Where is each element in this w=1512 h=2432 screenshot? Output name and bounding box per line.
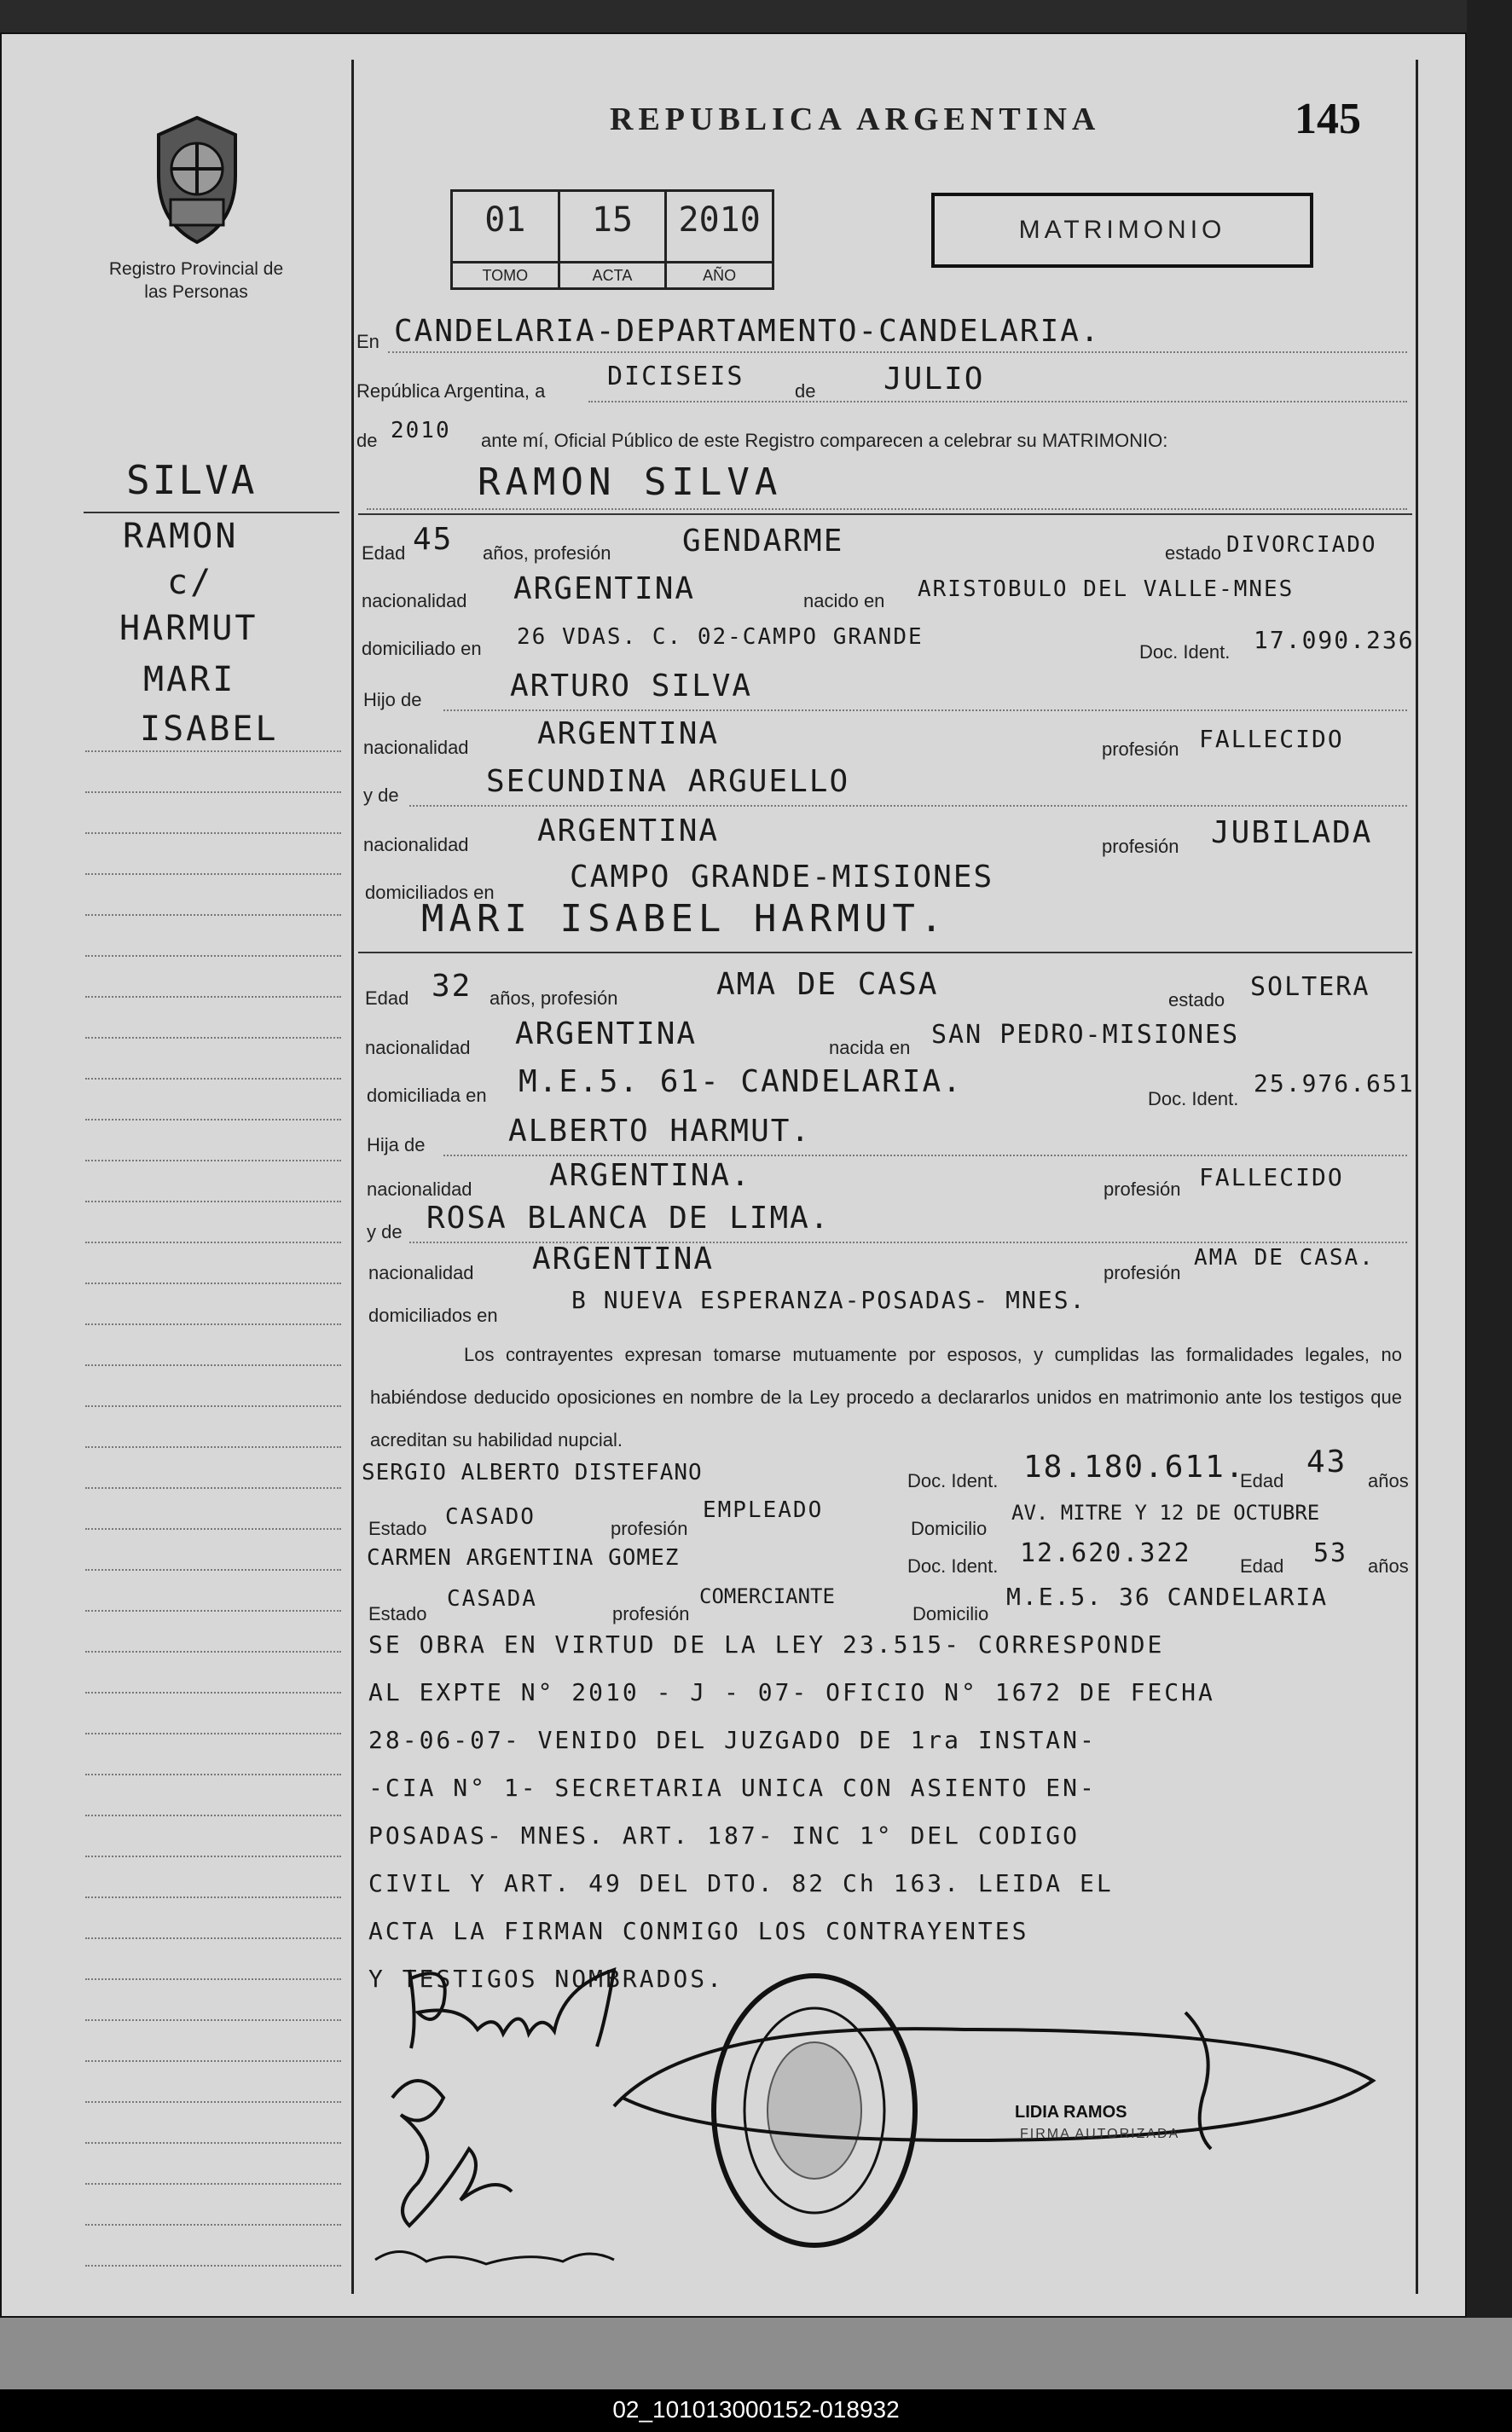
groom-mother-profession: JUBILADA	[1211, 815, 1373, 850]
bride-father: ALBERTO HARMUT.	[508, 1114, 812, 1149]
groom-doc: 17.090.236	[1254, 626, 1415, 654]
document-type-box: MATRIMONIO	[931, 193, 1313, 268]
bride-age: 32	[432, 969, 472, 1004]
margin-ruled-line	[85, 1487, 341, 1489]
witness1-profession: EMPLEADO	[703, 1497, 824, 1523]
groom-bottom-rule	[358, 952, 1412, 953]
de2-label: de	[356, 430, 378, 451]
witness2-address: M.E.5. 36 CANDELARIA	[1006, 1583, 1329, 1611]
comparecen-text: ante mí, Oficial Público de este Registro comparecen a celebrar su MATRIMONIO:	[481, 430, 1168, 451]
groom-mother-prof-label: profesión	[1102, 836, 1179, 857]
witness2-domicilio-label: Domicilio	[912, 1603, 989, 1624]
groom-father-nac-label: nacionalidad	[363, 737, 469, 758]
bride-edad-label: Edad	[365, 987, 409, 1009]
acta-label: ACTA	[560, 261, 665, 287]
witness1-age: 43	[1306, 1445, 1347, 1479]
observation-line: Y TESTIGOS NOMBRADOS.	[368, 1965, 725, 1993]
margin-ruled-line	[85, 1610, 341, 1612]
bride-father-nac-label: nacionalidad	[367, 1178, 472, 1200]
groom-yde-label: y de	[363, 785, 399, 806]
bride-birthplace: SAN PEDRO-MISIONES	[931, 1020, 1240, 1050]
margin-ruled-line	[85, 1528, 341, 1530]
margin-ruled-line	[85, 1896, 341, 1898]
bride-mother: ROSA BLANCA DE LIMA.	[426, 1201, 831, 1236]
mother-line	[409, 805, 1407, 807]
margin-ruled-line	[85, 1323, 341, 1325]
anio-label: AÑO	[667, 261, 772, 287]
page-bottom-strip	[0, 2318, 1512, 2389]
margin-ruled-line	[85, 1733, 341, 1734]
anio-cell	[667, 192, 772, 287]
margin-ruled-line	[85, 2224, 341, 2226]
witness2-estado-label: Estado	[368, 1603, 427, 1624]
footer-id: 02_101013000152-018932	[612, 2396, 900, 2423]
tomo-cell	[453, 192, 560, 287]
margin-ruled-line	[85, 1160, 341, 1161]
observation-line: POSADAS- MNES. ART. 187- INC 1° DEL CODIGO	[368, 1821, 1080, 1850]
groom-profession: GENDARME	[682, 524, 844, 559]
witness1-domicilio-label: Domicilio	[911, 1518, 988, 1539]
page-number: 145	[1295, 95, 1361, 143]
bride-mother-nationality: ARGENTINA	[532, 1242, 715, 1277]
bride-domiciliados-label: domiciliados en	[368, 1305, 498, 1326]
margin-bride-surname: HARMUT	[119, 609, 258, 648]
bride-nacida-label: nacida en	[829, 1037, 911, 1058]
margin-ruled-line	[85, 791, 341, 793]
margin-ruled-line	[85, 1405, 341, 1407]
margin-ruled-line	[85, 1364, 341, 1366]
bride-profession: AMA DE CASA	[716, 967, 939, 1002]
groom-mother: SECUNDINA ARGUELLO	[486, 764, 850, 799]
groom-parents-address: CAMPO GRANDE-MISIONES	[570, 860, 994, 895]
bride-father-prof-label: profesión	[1104, 1178, 1181, 1200]
acta-value: 15	[591, 200, 634, 240]
margin-bride-name-1: MARI	[143, 660, 236, 699]
margin-ruled-line	[85, 1569, 341, 1571]
year-value: 2010	[391, 418, 451, 443]
bride-civil-status: SOLTERA	[1250, 972, 1370, 1002]
margin-ruled-line	[85, 1242, 341, 1243]
witness2-doc-label: Doc. Ident.	[907, 1555, 999, 1577]
bride-father-line	[443, 1155, 1407, 1156]
acta-cell	[560, 192, 668, 287]
witness2-civil-status: CASADA	[447, 1586, 537, 1612]
groom-father: ARTURO SILVA	[510, 669, 753, 704]
margin-rule	[351, 60, 354, 2294]
official-signature-icon	[605, 1995, 1407, 2166]
margin-ruled-line	[85, 1201, 341, 1202]
groom-edad-label: Edad	[362, 542, 406, 564]
margin-ruled-line	[85, 914, 341, 916]
anio-value: 2010	[678, 200, 761, 240]
groom-nationality: ARGENTINA	[513, 571, 696, 606]
place-value: CANDELARIA-DEPARTAMENTO-CANDELARIA.	[394, 314, 1101, 349]
groom-doc-label: Doc. Ident.	[1139, 641, 1231, 663]
bride-address: M.E.5. 61- CANDELARIA.	[518, 1064, 963, 1099]
groom-nacido-label: nacido en	[803, 590, 885, 611]
bride-father-profession: FALLECIDO	[1199, 1163, 1344, 1191]
margin-ruled-line	[85, 1037, 341, 1039]
margin-name-divider	[84, 512, 339, 513]
groom-nacionalidad-label: nacionalidad	[362, 590, 467, 611]
groom-father-profession: FALLECIDO	[1199, 725, 1344, 753]
bride-full-name: MARI ISABEL HARMUT.	[421, 897, 948, 941]
observation-line: 28-06-07- VENIDO DEL JUZGADO DE 1ra INSTAN-	[368, 1726, 1097, 1754]
observation-line: ACTA LA FIRMAN CONMIGO LOS CONTRAYENTES	[368, 1917, 1029, 1945]
margin-ruled-line	[85, 2183, 341, 2185]
registry-emblem-icon	[150, 116, 244, 244]
groom-hijo-label: Hijo de	[363, 689, 422, 710]
witness2-age: 53	[1313, 1538, 1348, 1568]
bride-domiciliada-label: domiciliada en	[367, 1085, 487, 1106]
margin-ruled-line	[85, 750, 341, 752]
margin-ruled-line	[85, 2019, 341, 2021]
bride-estado-label: estado	[1168, 989, 1225, 1010]
margin-ruled-line	[85, 1978, 341, 1980]
witness2-doc: 12.620.322	[1020, 1538, 1191, 1568]
groom-mother-nac-label: nacionalidad	[363, 834, 469, 855]
margin-ruled-line	[85, 2060, 341, 2062]
witness1-address: AV. MITRE Y 12 DE OCTUBRE	[1011, 1501, 1320, 1525]
witness1-name: SERGIO ALBERTO DISTEFANO	[362, 1460, 703, 1485]
margin-ruled-line	[85, 873, 341, 875]
right-rule	[1416, 60, 1418, 2294]
margin-ruled-line	[85, 1856, 341, 1857]
father-line	[443, 709, 1407, 711]
groom-age: 45	[413, 522, 454, 557]
witness1-civil-status: CASADO	[445, 1504, 536, 1530]
margin-ruled-line	[85, 1119, 341, 1120]
witness2-profession: COMERCIANTE	[699, 1584, 835, 1608]
declaration-text: Los contrayentes expresan tomarse mutuamente por esposos, y cumplidas las formalidades legales, no habiéndose deducido oposiciones en nombre de la Ley procedo a declararlos unidos en matrimonio ante los testigos que acreditan su habilidad nupcial.	[370, 1344, 1402, 1451]
margin-ruled-line	[85, 996, 341, 998]
observation-line: -CIA N° 1- SECRETARIA UNICA CON ASIENTO EN-	[368, 1774, 1097, 1802]
bride-nacionalidad-label: nacionalidad	[365, 1037, 471, 1058]
country-heading: REPUBLICA ARGENTINA	[610, 101, 1101, 137]
margin-ruled-line	[85, 1692, 341, 1694]
de-label: de	[795, 380, 816, 402]
groom-domiciliados-label: domiciliados en	[365, 882, 495, 903]
groom-profesion-label: años, profesión	[483, 542, 611, 564]
bride-mother-nac-label: nacionalidad	[368, 1262, 474, 1283]
observation-line: CIVIL Y ART. 49 DEL DTO. 82 Ch 163. LEIDA EL	[368, 1869, 1114, 1897]
bride-doc-label: Doc. Ident.	[1148, 1088, 1239, 1109]
groom-full-name: RAMON SILVA	[478, 460, 783, 504]
bride-mother-prof-label: profesión	[1104, 1262, 1181, 1283]
margin-ruled-line	[85, 2265, 341, 2267]
groom-top-rule	[358, 513, 1412, 515]
republica-label: República Argentina, a	[356, 380, 546, 402]
margin-ruled-line	[85, 1937, 341, 1939]
place-line	[388, 351, 1407, 353]
groom-father-nationality: ARGENTINA	[537, 716, 720, 751]
witness1-estado-label: Estado	[368, 1518, 427, 1539]
stamp-official-role: FIRMA AUTORIZADA	[1020, 2127, 1180, 2141]
bride-father-nationality: ARGENTINA.	[549, 1158, 751, 1193]
observation-line: AL EXPTE N° 2010 - J - 07- OFICIO N° 1672 DE FECHA	[368, 1678, 1215, 1706]
witness2-edad-label: Edad	[1240, 1555, 1284, 1577]
record-number-box	[450, 189, 774, 290]
margin-ruled-line	[85, 832, 341, 834]
margin-ruled-line	[85, 2142, 341, 2144]
margin-bride-name-2: ISABEL	[140, 709, 279, 749]
margin-ruled-line	[85, 1283, 341, 1284]
tomo-value: 01	[484, 200, 526, 240]
groom-civil-status: DIVORCIADO	[1226, 532, 1377, 558]
margin-ruled-line	[85, 1078, 341, 1080]
witness1-doc-label: Doc. Ident.	[907, 1470, 999, 1491]
right-binding	[1467, 0, 1512, 2432]
en-label: En	[356, 331, 379, 352]
witness2-profesion-label: profesión	[612, 1603, 690, 1624]
margin-ruled-line	[85, 955, 341, 957]
witness1-profesion-label: profesión	[611, 1518, 688, 1539]
office-name: Registro Provincial de las Personas	[108, 259, 284, 302]
margin-ruled-line	[85, 1446, 341, 1448]
bride-profesion-label: años, profesión	[490, 987, 618, 1009]
observation-line: SE OBRA EN VIRTUD DE LA LEY 23.515- CORRESPONDE	[368, 1630, 1165, 1659]
margin-surname: SILVA	[126, 457, 258, 503]
month-value: JULIO	[883, 362, 985, 397]
groom-estado-label: estado	[1165, 542, 1222, 564]
date-line	[588, 401, 1407, 402]
groom-address: 26 VDAS. C. 02-CAMPO GRANDE	[517, 624, 924, 650]
witness1-edad-label: Edad	[1240, 1470, 1284, 1491]
margin-groom-name: RAMON	[123, 517, 239, 556]
bride-parents-address: B NUEVA ESPERANZA-POSADAS- MNES.	[571, 1286, 1086, 1314]
margin-ruled-line	[85, 1651, 341, 1653]
bride-yde-label: y de	[367, 1221, 403, 1242]
bride-hija-label: Hija de	[367, 1134, 426, 1155]
tomo-label: TOMO	[453, 261, 558, 287]
groom-domiciliado-label: domiciliado en	[362, 638, 482, 659]
margin-connector: c/	[167, 563, 214, 602]
stamp-official-name: LIDIA RAMOS	[1015, 2103, 1127, 2122]
bride-doc: 25.976.651	[1254, 1069, 1415, 1097]
groom-birthplace: ARISTOBULO DEL VALLE-MNES	[918, 576, 1295, 602]
witness2-anos-label: años	[1368, 1555, 1409, 1577]
groom-mother-nationality: ARGENTINA	[537, 814, 720, 848]
bride-mother-profession: AMA DE CASA.	[1194, 1245, 1375, 1271]
witness1-doc: 18.180.611.	[1023, 1450, 1246, 1485]
margin-ruled-line	[85, 2101, 341, 2103]
bride-nationality: ARGENTINA	[515, 1016, 698, 1051]
groom-father-prof-label: profesión	[1102, 738, 1179, 760]
day-value: DICISEIS	[607, 362, 744, 391]
margin-ruled-line	[85, 1774, 341, 1775]
margin-ruled-line	[85, 1815, 341, 1816]
witness1-anos-label: años	[1368, 1470, 1409, 1491]
groom-name-line	[367, 508, 1407, 510]
witness2-name: CARMEN ARGENTINA GOMEZ	[367, 1545, 680, 1571]
